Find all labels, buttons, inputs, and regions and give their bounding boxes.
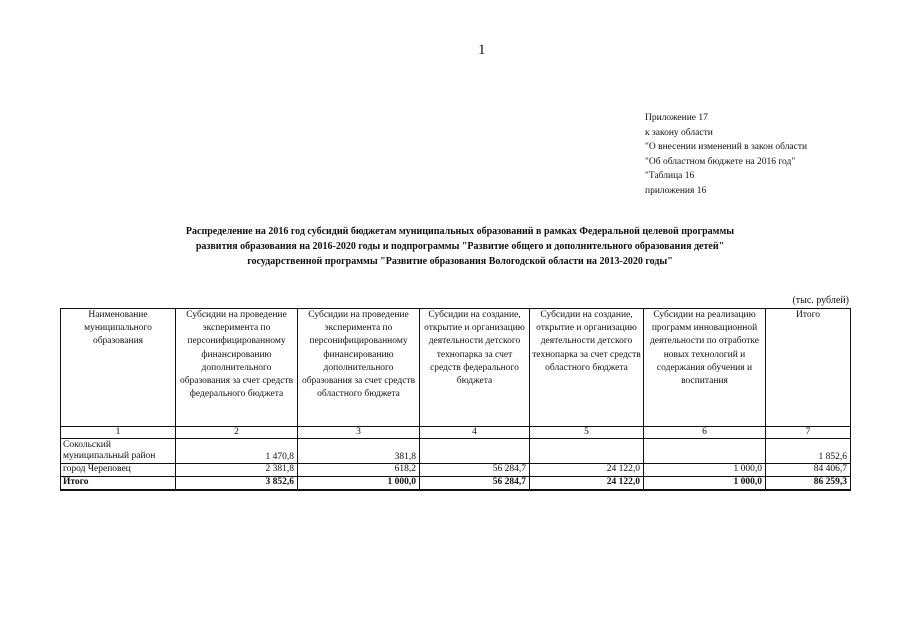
municipality-name: Сокольский муниципальный район [61,439,176,464]
table-cell: 1 470,8 [176,439,298,464]
appendix-line: Приложение 17 [645,113,708,123]
total-cell: 56 284,7 [420,476,530,490]
total-cell: 1 000,0 [298,476,420,490]
appendix-reference [645,111,807,199]
column-number: 4 [420,427,530,439]
total-cell: 24 122,0 [530,476,644,490]
table-cell [644,439,766,464]
units-label: (тыс. рублей) [792,295,849,306]
column-number: 6 [644,427,766,439]
table-cell: 381,8 [298,439,420,464]
municipality-name: город Череповец [61,464,176,477]
header-fed-technopark: Субсидии на создание, открытие и организацию деятельности детского технопарка за счет средств федерального бюджета [420,309,530,427]
appendix-line: "О внесении изменений в закон области [645,142,808,153]
header-reg-technopark: Субсидии на создание, открытие и организацию деятельности детского технопарка за счет средств областного бюджета [530,309,644,427]
column-number: 1 [61,427,176,439]
title-line: государственной программы "Развитие образования Вологодской области на 2013-2020 годы" [247,256,673,267]
column-number: 5 [530,427,644,439]
header-total: Итого [766,309,851,427]
total-row [61,476,851,490]
header-row [61,309,851,427]
row-total-cell: 84 406,7 [766,464,851,477]
column-number: 7 [766,427,851,439]
header-fed-experiment: Субсидии на проведение эксперимента по персонифицированному финансированию дополнительного образования за счет средств федерального бюджета [176,309,298,427]
total-cell: 1 000,0 [644,476,766,490]
total-label: Итого [61,476,176,490]
header-innovation: Субсидии на реализацию программ инновационной деятельности по отработке новых технологий и содержания обучения и воспитания [644,309,766,427]
table-cell [420,439,530,464]
table-row [61,439,851,464]
appendix-line: "Таблица 16 [645,171,695,182]
appendix-line: к закону области [645,127,713,138]
grand-total-cell: 86 259,3 [766,476,851,490]
table-cell: 56 284,7 [420,464,530,477]
column-number-row [61,427,851,439]
column-number: 3 [298,427,420,439]
table-cell: 24 122,0 [530,464,644,477]
column-number: 2 [176,427,298,439]
header-reg-experiment: Субсидии на проведение эксперимента по персонифицированному финансированию дополнительного образования за счет средств областного бюджета [298,309,420,427]
document-title [60,224,860,269]
table-cell: 1 000,0 [644,464,766,477]
table-cell: 618,2 [298,464,420,477]
appendix-line: "Об областном бюджете на 2016 год" [645,156,796,167]
title-line: Распределение на 2016 год субсидий бюджетам муниципальных образований в рамках Федеральной целевой программы [185,226,735,237]
table-cell: 2 381,8 [176,464,298,477]
table-cell [530,439,644,464]
total-cell: 3 852,6 [176,476,298,490]
row-total-cell: 1 852,6 [766,439,851,464]
title-line: развития образования на 2016-2020 годы и подпрограммы "Развитие общего и дополнительного образования детей" [195,241,725,252]
header-municipality: Наименование муниципального образования [61,309,176,427]
subsidy-table [60,308,851,491]
table-row [61,464,851,477]
appendix-line: приложения 16 [645,185,707,196]
page-number: 1 [478,42,486,58]
